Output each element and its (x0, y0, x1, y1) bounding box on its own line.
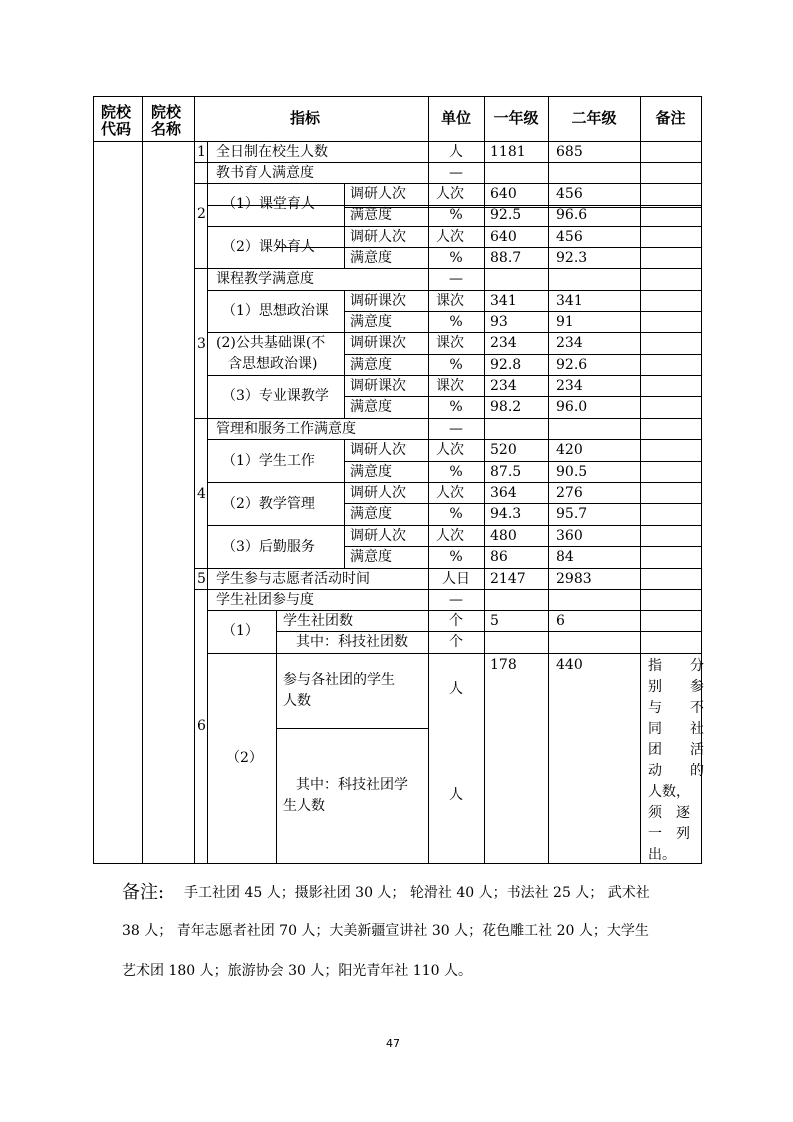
grade1-value: 86 (490, 549, 508, 565)
table-rule (194, 96, 195, 864)
grade1-value: 5 (490, 613, 499, 629)
grade2-value: 92.6 (556, 357, 588, 373)
grade2-value: 440 (556, 657, 583, 673)
measure-label: 调研课次 (350, 378, 406, 394)
grade2-value: 84 (556, 549, 574, 565)
unit-cell: % (449, 506, 463, 522)
remark-line: 与 不 (648, 700, 704, 716)
grade2-value: 360 (556, 528, 583, 544)
header-grade1: 一年级 (493, 109, 539, 127)
grade2-value: 420 (556, 442, 583, 458)
measure-label: 满意度 (350, 549, 392, 565)
measure-label: 满意度 (350, 250, 392, 266)
measure-label: 调研课次 (350, 335, 406, 351)
measure-label: 人数 (283, 693, 311, 709)
sub-indicator-label: （2）课外育人 (222, 239, 315, 255)
table-rule (344, 290, 345, 419)
remark-line: 指 分 (648, 658, 704, 674)
grade1-value: 98.2 (490, 399, 522, 415)
remark-line: 须 逐 (648, 805, 690, 821)
sub-indicator-label: （3）后勤服务 (222, 539, 315, 555)
indicator-label: 全日制在校生人数 (216, 144, 328, 160)
measure-label: 其中：科技社团数 (296, 634, 408, 650)
grade2-value: 456 (556, 229, 583, 245)
remark-line: 一 列 (648, 826, 690, 842)
grade1-value: 87.5 (490, 464, 522, 480)
table-rule (344, 247, 702, 248)
table-rule (344, 461, 702, 462)
grade1-value: 520 (490, 442, 517, 458)
grade1-value: 640 (490, 229, 517, 245)
table-rule (207, 482, 702, 483)
grade2-value: 234 (556, 335, 583, 351)
table-rule (276, 631, 702, 632)
grade1-value: 640 (490, 186, 517, 202)
indicator-label: 学生社团参与度 (216, 592, 314, 608)
measure-label: 调研人次 (350, 442, 406, 458)
remark-line: 出。 (648, 847, 676, 863)
grade1-value: 93 (490, 314, 508, 330)
header-school-name: 院校 (151, 103, 182, 121)
sub-indicator-label: (2)公共基础课(不 (216, 335, 326, 351)
grade2-value: 90.5 (556, 464, 588, 480)
sub-indicator-label: （1）课堂育人 (222, 196, 315, 212)
unit-cell: 人 (449, 787, 463, 803)
page-number: 47 (386, 1037, 400, 1050)
unit-cell: % (449, 357, 463, 373)
notes-line-3: 艺术团 180 人；旅游协会 30 人；阳光青年社 110 人。 (122, 963, 472, 979)
sub-indicator-label: （1）学生工作 (222, 453, 315, 469)
measure-label: 参与各社团的学生 (283, 672, 395, 688)
table-rule (344, 396, 702, 397)
unit-cell: 个 (449, 634, 463, 650)
table-rule (93, 141, 702, 142)
measure-label: 满意度 (350, 314, 392, 330)
grade1-value: 92.8 (490, 357, 522, 373)
table-rule (344, 207, 702, 208)
measure-label: 调研人次 (350, 186, 406, 202)
table-rule (344, 205, 702, 206)
grade2-value: 276 (556, 485, 583, 501)
grade1-value: 1181 (490, 144, 526, 160)
sub-indicator-label: （2）教学管理 (222, 496, 315, 512)
grade2-value: 234 (556, 378, 583, 394)
table-rule (640, 96, 641, 864)
unit-cell: % (449, 549, 463, 565)
grade1-value: 234 (490, 335, 517, 351)
statistics-table (93, 96, 704, 863)
unit-cell: 人次 (436, 229, 464, 245)
grade2-value: 685 (556, 144, 583, 160)
unit-cell: — (449, 421, 463, 437)
table-rule (194, 589, 702, 590)
sub-indicator-label: （3）专业课教学 (222, 388, 329, 404)
table-rule (276, 728, 429, 729)
indicator-label: 教书育人满意度 (216, 165, 314, 181)
remark-line: 同 社 (648, 721, 704, 737)
unit-cell: 人次 (436, 528, 464, 544)
table-rule (194, 162, 702, 163)
measure-label: 调研人次 (350, 485, 406, 501)
sub-indicator-label: （1）思想政治课 (222, 303, 329, 319)
grade2-value: 456 (556, 186, 583, 202)
measure-label: 其中：科技社团学 (296, 777, 408, 793)
sub-indicator-label: （1） (222, 623, 259, 639)
row-number: 6 (197, 718, 206, 734)
table-rule (93, 96, 94, 864)
unit-cell: % (449, 207, 463, 223)
table-rule (207, 610, 702, 611)
header-unit: 单位 (440, 109, 471, 127)
grade1-value: 94.3 (490, 506, 522, 522)
header-school-name: 名称 (151, 120, 182, 138)
table-rule (344, 439, 345, 569)
notes-line-2: 38 人； 青年志愿者社团 70 人；大美新疆宣讲社 30 人；花色雕工社 20 人；大学生 (122, 923, 649, 939)
table-rule (93, 863, 702, 864)
remark-line: 团 活 (648, 742, 704, 758)
grade1-value: 2147 (490, 571, 526, 587)
row-number: 2 (197, 206, 206, 222)
table-rule (194, 183, 702, 184)
measure-label: 满意度 (350, 357, 392, 373)
sub-indicator-label: （2） (226, 750, 263, 766)
remark-line: 人数， (648, 784, 690, 800)
table-rule (344, 503, 702, 504)
measure-label: 调研人次 (350, 528, 406, 544)
table-rule (344, 354, 702, 355)
unit-cell: 人 (449, 681, 463, 697)
unit-cell: 人 (449, 144, 463, 160)
table-rule (344, 183, 345, 269)
grade2-value: 96.0 (556, 399, 588, 415)
row-number: 3 (197, 336, 206, 352)
unit-cell: 课次 (436, 293, 464, 309)
table-rule (484, 96, 485, 864)
unit-cell: 课次 (436, 335, 464, 351)
table-rule (207, 141, 208, 864)
unit-cell: % (449, 250, 463, 266)
table-rule (194, 568, 702, 569)
measure-label: 调研人次 (350, 229, 406, 245)
grade1-value: 480 (490, 528, 517, 544)
header-remark: 备注 (655, 109, 686, 127)
row-number: 5 (197, 571, 206, 587)
row-number: 1 (197, 144, 206, 160)
table-rule (344, 311, 702, 312)
grade1-value: 234 (490, 378, 517, 394)
measure-label: 调研课次 (350, 293, 406, 309)
grade2-value: 2983 (556, 571, 592, 587)
table-rule (194, 268, 702, 269)
unit-cell: % (449, 399, 463, 415)
indicator-label: 管理和服务工作满意度 (216, 421, 356, 437)
sub-indicator-label: 含思想政治课) (228, 356, 318, 372)
remark-line: 动 的 (648, 763, 704, 779)
grade1-value: 178 (490, 657, 517, 673)
measure-label: 满意度 (350, 399, 392, 415)
unit-cell: % (449, 314, 463, 330)
unit-cell: 个 (449, 613, 463, 629)
grade1-value: 88.7 (490, 250, 522, 266)
unit-cell: — (449, 165, 463, 181)
indicator-label: 学生参与志愿者活动时间 (216, 571, 370, 587)
row-number: 4 (197, 486, 206, 502)
header-indicator: 指标 (290, 109, 321, 127)
header-school-code: 院校 (101, 103, 132, 121)
unit-cell: 人次 (436, 485, 464, 501)
grade2-value: 95.7 (556, 506, 588, 522)
table-rule (207, 226, 702, 227)
notes-label: 备注: (122, 882, 165, 903)
remark-line: 别 参 (648, 679, 704, 695)
grade1-value: 341 (490, 293, 517, 309)
measure-label: 生人数 (283, 798, 325, 814)
grade2-value: 6 (556, 613, 565, 629)
table-rule (93, 96, 702, 97)
unit-cell: % (449, 464, 463, 480)
header-school-code: 代码 (101, 120, 132, 138)
grade2-value: 91 (556, 314, 574, 330)
table-rule (207, 375, 702, 376)
grade1-value: 92.5 (490, 207, 522, 223)
table-rule (344, 546, 702, 547)
table-rule (548, 96, 549, 864)
unit-cell: — (449, 271, 463, 287)
indicator-label: 课程教学满意度 (216, 271, 314, 287)
unit-cell: — (449, 592, 463, 608)
header-grade2: 二年级 (571, 109, 617, 127)
grade1-value: 364 (490, 485, 517, 501)
grade2-value: 92.3 (556, 250, 588, 266)
table-rule (194, 418, 702, 419)
table-rule (276, 610, 277, 864)
measure-label: 学生社团数 (283, 613, 353, 629)
grade2-value: 96.6 (556, 207, 588, 223)
measure-label: 满意度 (350, 464, 392, 480)
table-rule (207, 290, 702, 291)
unit-cell: 人次 (436, 442, 464, 458)
measure-label: 满意度 (350, 207, 392, 223)
table-rule (142, 96, 143, 864)
table-rule (207, 525, 702, 526)
unit-cell: 人日 (442, 571, 470, 587)
unit-cell: 课次 (436, 378, 464, 394)
unit-cell: 人次 (436, 186, 464, 202)
table-rule (207, 653, 702, 654)
measure-label: 满意度 (350, 506, 392, 522)
notes-line-1: 手工社团 45 人；摄影社团 30 人； 轮滑社 40 人；书法社 25 人； 武术社 (184, 885, 650, 901)
table-rule (207, 439, 702, 440)
grade2-value: 341 (556, 293, 583, 309)
table-rule (207, 332, 702, 333)
